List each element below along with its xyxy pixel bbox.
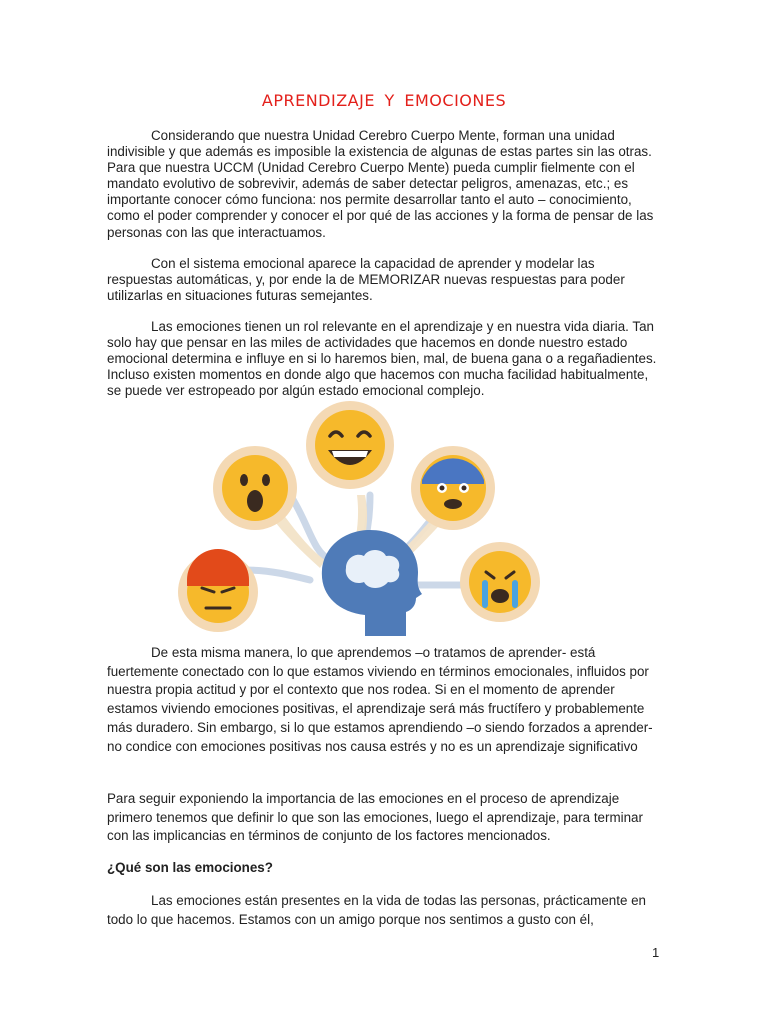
page-title: APRENDIZAJE Y EMOCIONES [261,91,507,110]
emotions-illustration [160,400,590,636]
grinning-emoji-icon [306,401,394,489]
paragraph-6: Las emociones están presentes en la vida de todas las personas, prácticamente en todo lo que hacemos. Estamos con un amigo porque nos sentimos a gusto con él, [107,893,647,927]
paragraph-5: Para seguir exponiendo la importancia de las emociones en el proceso de aprendizaje primero tenemos que definir lo que son las emociones, luego el aprendizaje, para terminar con las implicancias en términos de conjunto de los factores mencionados. [107,791,643,844]
surprised-emoji-icon [213,446,297,530]
section-heading: ¿Qué son las emociones? [107,860,273,875]
fearful-emoji-icon [411,446,495,530]
paragraph-4: De esta misma manera, lo que aprendemos –o tratamos de aprender- está fuertemente conectado con lo que estamos viviendo en términos emocionales, influidos por nuestra propia actitud y por el contexto que nos rodea. Si en el momento de aprender estamos viviendo emociones positivas, el aprendizaje será más fructífero y probablemente más duradero. Sin embargo, si lo que estamos aprendiendo –o siendo forzados a aprender- no condice con emociones positivas nos causa estrés y no es un aprendizaje significativo [107,645,653,754]
paragraph-1: Considerando que nuestra Unidad Cerebro Cuerpo Mente, forman una unidad indivisible y que además es imposible la existencia de algunas de estas partes sin las otras. Para que nuestra UCCM (Unidad Cerebro Cuerpo Mente) pueda cumplir fielmente con el mandato evolutivo de sobrevivir, además de saber detectar peligros, amenazas, etc.; es importante conocer cómo funciona: nos permite desarrollar tanto el auto – conocimiento, como el poder comprender y conocer el por qué de las acciones y la forma de pensar de las personas con las que interactuamos. [107,128,654,240]
head-with-cloud-icon [322,530,422,636]
crying-emoji-icon [460,542,540,622]
page-number: 1 [652,945,660,960]
paragraph-3: Las emociones tienen un rol relevante en el aprendizaje y en nuestra vida diaria. Tan solo hay que pensar en las miles de actividades que hacemos en donde nuestro estado emocional determina e influye en si lo haremos bien, mal, de buena gana o a regañadientes. Incluso existen momentos en donde algo que hacemos con mucha facilidad habitualmente, se puede ver estropeado por algún estado emocional complejo. [107,319,657,399]
paragraph-2: Con el sistema emocional aparece la capacidad de aprender y modelar las respuestas automáticas, y, por ende la de MEMORIZAR nuevas respuestas para poder utilizarlas en situaciones futuras semejantes. [107,256,625,304]
angry-emoji-icon [178,549,258,632]
